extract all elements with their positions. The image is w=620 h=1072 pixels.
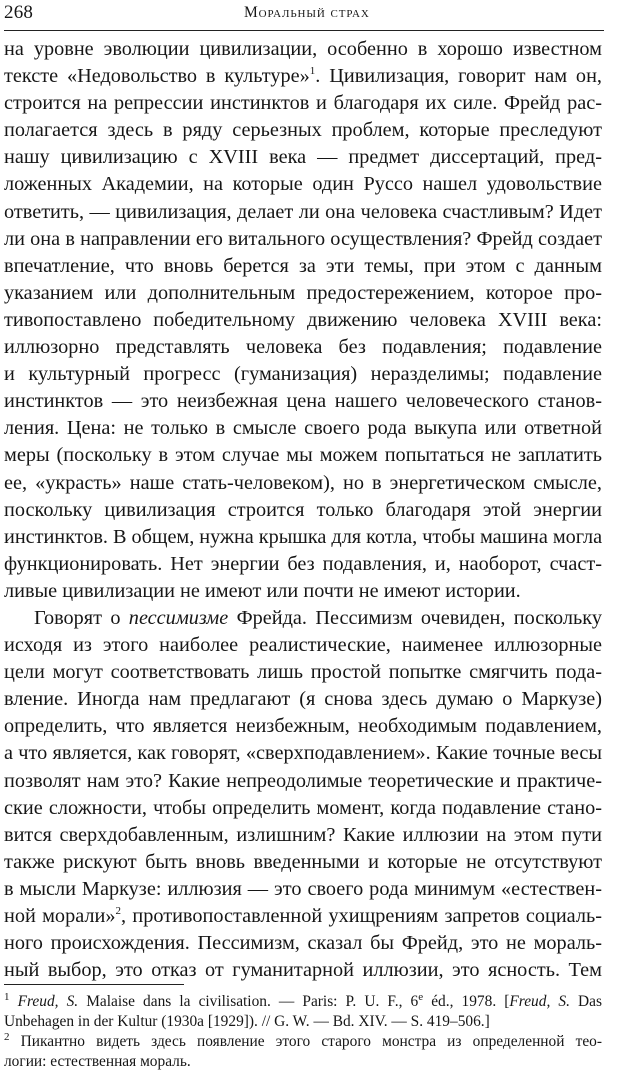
text-line: вление. Иногда нам предлагают (я снова здесь думаю о Маркузе) — [4, 688, 602, 711]
text-line: ские сложности, чтобы определить момент, когда подавление стано- — [4, 796, 602, 819]
text-line: ления. Цена: не только в смысле своего рода выкупа или ответной — [4, 417, 602, 440]
text-segment: Пикантно видеть здесь появление этого старого монстра из определенной тео- — [9, 1033, 602, 1050]
text-line: вится сверхдобавленным, излишним? Какие иллюзии на этом пути — [4, 823, 602, 846]
emphasis: пессимизме — [128, 606, 229, 629]
text-line: ного происхождения. Пессимизм, сказал бы Фрейд, это не мораль- — [4, 932, 602, 955]
author-name: Freud, S. — [509, 993, 570, 1010]
footnote-number: 1 — [4, 990, 10, 1003]
footnote-ref: 1 — [309, 65, 316, 78]
page-number: 268 — [4, 2, 34, 23]
text-line: поскольку цивилизация строится только благодаря этой энергии — [4, 498, 602, 521]
text-line: строится на репрессии инстинктов и благодаря их силе. Фрейд рас- — [4, 92, 602, 115]
page-header — [4, 0, 604, 34]
footnote-ref: 2 — [115, 905, 122, 918]
text-segment: Das — [569, 993, 602, 1010]
text-segment: ной морали» — [4, 905, 116, 927]
footnote-line: логии: естественная мораль. — [4, 1053, 191, 1070]
text-segment: Говорят о — [34, 606, 129, 629]
footnote-number: 2 — [4, 1030, 10, 1043]
superscript: e — [418, 990, 424, 1003]
text-line: определить, что является неизбежным, необходимым подавлением, — [4, 715, 602, 738]
text-line: впечатление, что вновь берется за эти темы, при этом с данным — [4, 254, 602, 277]
text-line — [4, 605, 602, 632]
text-line: тивопоставлено победительному движению человека XVIII века: — [4, 308, 602, 331]
text-segment: Фрейда. Пессимизм очевиден, поскольку — [228, 606, 603, 629]
footnote-2 — [4, 1032, 602, 1072]
text-line: инстинктов — это неизбежная цена нашего человеческого станов- — [4, 390, 602, 413]
text-line: ный выбор, это отказ от гуманитарной иллюзии, это ясность. Тем — [4, 959, 602, 982]
footnote-line: Unbehagen in der Kultur (1930a [1929]). // G. W. — Bd. XIV. — S. 419–506.] — [4, 1013, 490, 1030]
text-line: на уровне эволюции цивилизации, особенно в хорошо известном — [4, 38, 602, 60]
text-segment: тексте «Недовольство в культуре» — [4, 65, 310, 88]
text-line: меры (поскольку в этом случае мы можем попытаться не заплатить — [4, 444, 602, 467]
text-line — [4, 903, 602, 930]
text-line: иллюзорно представлять человека без подавления; подавление — [4, 336, 602, 359]
footnote-line — [4, 992, 602, 1012]
text-line: инстинктов. В общем, нужна крышка для котла, чтобы машина могла — [4, 525, 603, 548]
footnote-1 — [4, 992, 602, 1032]
running-head: Моральный страх — [244, 4, 370, 21]
text-line: ливые цивилизации не имеют или почти не имеют истории. — [4, 579, 521, 602]
text-line: ответить, — цивилизация, делает ли она человека счастливым? Идет — [4, 200, 602, 223]
text-line: ее, «украсть» наше стать-человеком), но в энергетическом смысле, — [4, 471, 602, 494]
text-line: ли она в направлении его витального осуществления? Фрейд создает — [4, 227, 602, 250]
text-line: и культурный прогресс (гуманизация) неразделимы; подавление — [4, 363, 602, 386]
text-line — [4, 63, 602, 90]
text-line: ложенных Академии, на которые один Руссо нашел удовольствие — [4, 173, 602, 196]
text-segment: Malaise dans la civilisation. — Paris: P. U. F., 6 — [78, 993, 419, 1010]
footnote-rule — [4, 984, 184, 985]
header-rule — [4, 30, 604, 31]
text-line: указанием или дополнительным предостережением, которое про- — [4, 281, 602, 304]
text-line: функционировать. Нет энергии без подавления, и, наоборот, счаст- — [4, 552, 602, 575]
text-line: в мысли Маркузе: иллюзия — это своего рода минимум «естествен- — [4, 877, 602, 900]
text-line: позволят нам это? Какие непреодолимые теоретические и практиче- — [4, 769, 602, 792]
footnote-line — [4, 1032, 602, 1052]
author-name: Freud, S. — [17, 993, 79, 1010]
body-text — [4, 36, 602, 984]
footnotes — [4, 992, 602, 1072]
text-line: исходя из этого наиболее реалистические, наименее иллюзорные — [4, 634, 602, 657]
text-line: цели могут соответствовать лишь простой попытке смягчить пода- — [4, 661, 602, 684]
text-segment: éd., 1978. [ — [423, 993, 510, 1010]
text-line: также рискуют быть вновь введенными и которые не отсутствуют — [4, 850, 602, 873]
text-line: нашу цивилизацию с XVIII века — предмет диссертаций, пред- — [4, 146, 602, 169]
text-segment: . Цивилизация, говорит нам он, — [315, 65, 602, 88]
text-line: а что является, как говорят, «сверхподавлением». Какие точные весы — [4, 742, 602, 765]
text-segment: , противопоставленной ухищрениям запретов социаль- — [121, 905, 602, 927]
text-line: полагается здесь в ряду серьезных проблем, которые преследуют — [4, 119, 602, 142]
